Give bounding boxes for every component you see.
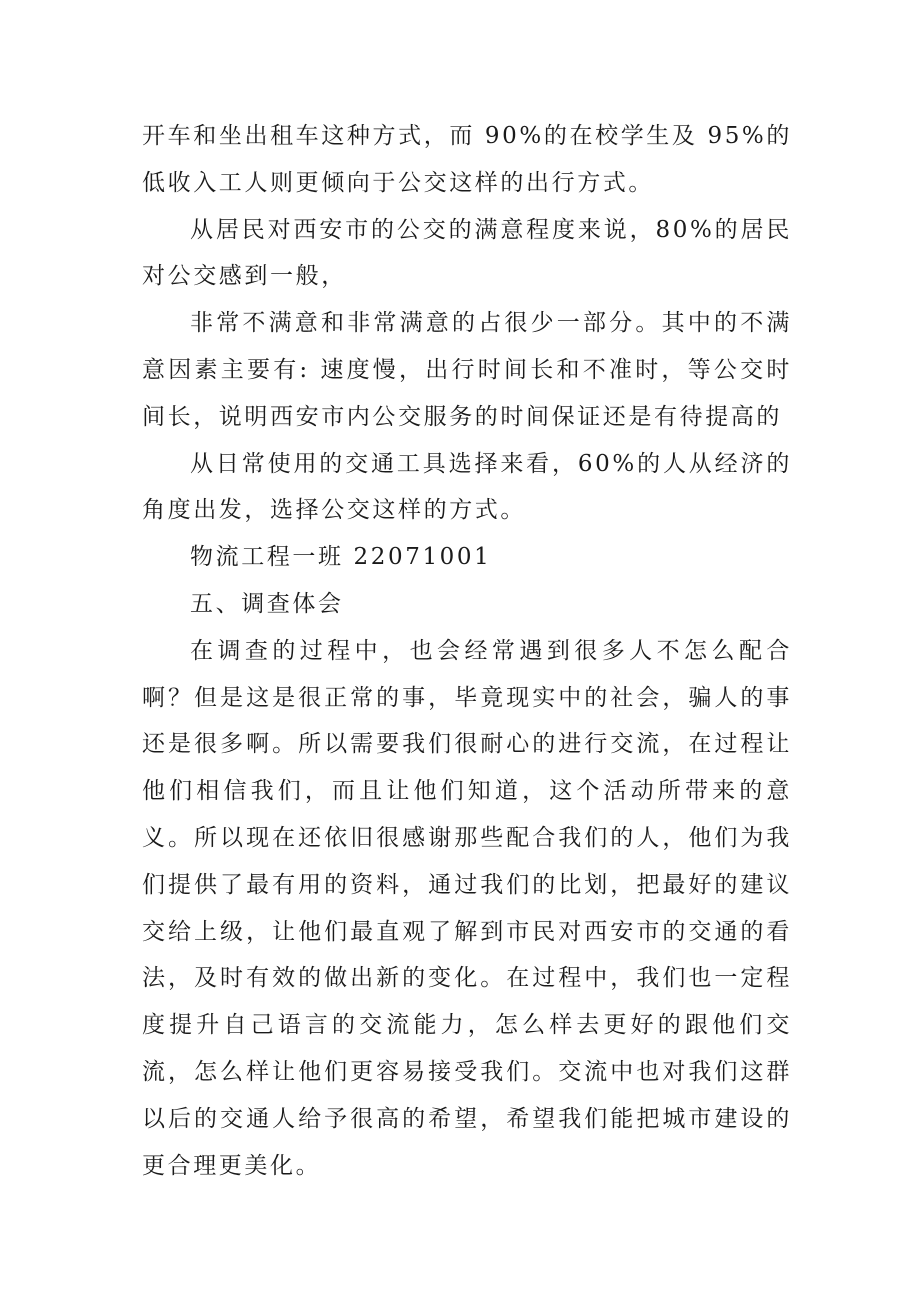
- document-body: [142, 113, 792, 1189]
- class-id-line: 物流工程一班 22071001: [190, 544, 492, 571]
- paragraph-satisfaction: 从居民对西安市的公交的满意程度来说，80%的居民对公交感到一般，: [142, 216, 792, 290]
- paragraph-continuation: 开车和坐出租车这种方式，而 90%的在校学生及 95%的低收入工人则更倾向于公交这样的出行方式。: [142, 123, 792, 196]
- paragraph-transport-choice: 从日常使用的交通工具选择来看，60%的人从经济的角度出发，选择公交这样的方式。: [142, 450, 792, 524]
- paragraph-reflection: 在调查的过程中，也会经常遇到很多人不怎么配合啊？但是这是很正常的事，毕竟现实中的社会，骗人的事还是很多啊。所以需要我们很耐心的进行交流，在过程让他们相信我们，而且让他们知道，这个活动所带来的意义。所以现在还依旧很感谢那些配合我们的人，他们为我们提供了最有用的资料，通过我们的比划，把最好的建议交给上级，让他们最直观了解到市民对西安市的交通的看法，及时有效的做出新的变化。在过程中，我们也一定程度提升自己语言的交流能力，怎么样去更好的跟他们交流，怎么样让他们更容易接受我们。交流中也对我们这群以后的交通人给予很高的希望，希望我们能把城市建设的更合理更美化。: [142, 637, 792, 1179]
- section-heading: 五、调查体会: [190, 590, 344, 617]
- paragraph-dissatisfaction-factors: 非常不满意和非常满意的占很少一部分。其中的不满意因素主要有: 速度慢，出行时间长和不准时，等公交时间长，说明西安市内公交服务的时间保证还是有待提高的: [142, 310, 792, 430]
